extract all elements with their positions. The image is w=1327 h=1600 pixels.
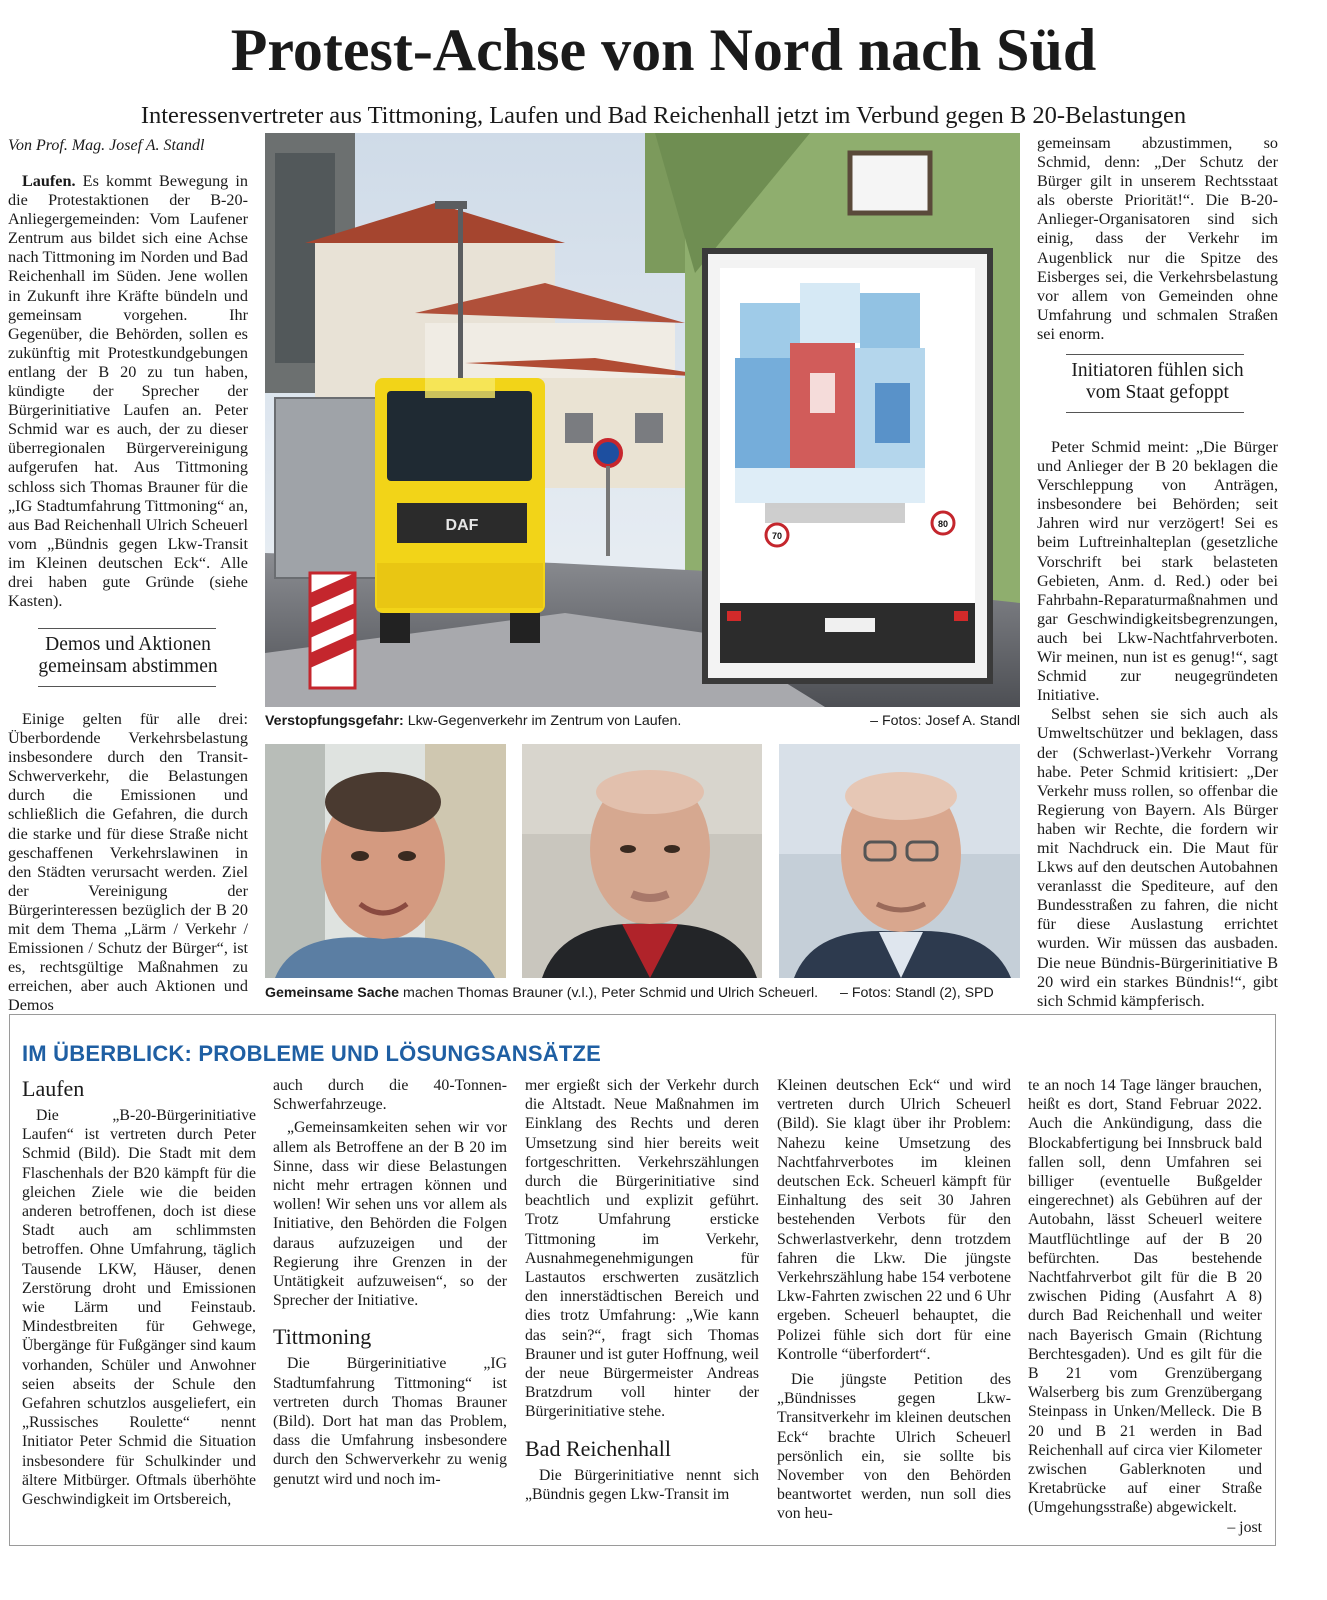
- box-column-1: [22, 1076, 256, 1509]
- paragraph: „Gemeinsamkeiten sehen wir vor allem als Betroffene an der B 20 im Sinne, dass wir diese Belastungen nicht mehr ertragen können und wollen! Wir sehen uns vor allem als Initiative, den Behörden die Folgen daraus aufzuzeigen und der Regierung ihre Grenzen in der Untätigkeit aufzuweisen“, so der Sprecher der Initiative.: [273, 1119, 507, 1310]
- paragraph: Peter Schmid meint: „Die Bürger und Anlieger der B 20 beklagen die Verschleppung von Anträgen, insbesondere bei Behörden; seit Jahren wird nur verzögert! Sei es beim Luftreinhalteplan (gesetzliche Vorschrift bei stark belasteten Gebieten, Anm. d. Red.) oder bei Fahrbahn-Reparaturmaßnahmen und gar Geschwindigkeitsbegrenzungen, auch bei Lkw-Nachtfahrverboten. Wir meinen, nun ist es genug!“, sagt Schmid zur neugegründeten Initiative.: [1037, 438, 1278, 705]
- divider: [1066, 354, 1244, 355]
- author-signature: – jost: [1227, 1518, 1262, 1536]
- caption-text: machen Thomas Brauner (v.l.), Peter Schmid und Ulrich Scheuerl.: [399, 985, 819, 1001]
- caption-text: Lkw-Gegenverkehr im Zentrum von Laufen.: [403, 713, 682, 729]
- caption-bold: Verstopfungsgefahr:: [265, 713, 404, 729]
- portrait-thomas-brauner: [265, 744, 506, 978]
- box-column-3: [525, 1076, 759, 1504]
- paragraph: auch durch die 40-Tonnen-Schwerfahrzeuge.: [273, 1077, 507, 1114]
- portrait-ulrich-scheuerl: [779, 744, 1020, 978]
- intertitle-line: Initiatoren fühlen sich: [1071, 360, 1244, 381]
- column-left: [8, 172, 248, 611]
- truck-brand-label: DAF: [445, 517, 479, 534]
- subheadline: Interessenvertreter aus Tittmoning, Laufen und Bad Reichenhall jetzt im Verbund gegen B 20-Belastungen: [140, 102, 1187, 129]
- paragraph: Die „B-20-Bürgerinitiative Laufen“ ist vertreten durch Peter Schmid (Bild). Die Stadt mit dem Flaschenhals der B20 kämpft für die gleichen Ziele wie die beiden anderen betroffenen, doch ist diese Stadt auch am schlimmsten betroffen. Ohne Umfahrung, täglich Tausende LKW, Häuser, denen Zerstörung droht und Emissionen wie Lärm und Feinstaub. Mindestbreiten für Gehwege, Übergänge für Fußgänger sind kaum vorhanden, Schüler und Anwohner seien abseits der Schule den Gefahren schutzlos ausgeliefert, ein „Russisches Roulette“ nennt Initiator Peter Schmid die Situation insbesondere für Schulkinder und ältere Mitbürger. Oftmals überhöhte Geschwindigkeit im Ortsbereich,: [22, 1107, 256, 1509]
- byline: Von Prof. Mag. Josef A. Standl: [8, 137, 205, 154]
- paragraph: Einige gelten für alle drei: Überbordende Verkehrsbelastung insbesondere durch den Transit-Schwerverkehr, die Belastungen durch die Emissionen und schließlich die Gefahren, die durch die starke und für diese Straße nicht geschaffenen Verkehrslawinen in den Städten verursacht werden. Ziel der Vereinigung der Bürgerinteressen bezüglich der B 20 mit dem Thema „Lärm / Verkehr / Emissionen / Schutz der Bürger“, ist es, rechtsgültige Maßnahmen zu erreichen, aber auch Aktionen und Demos: [8, 710, 248, 1015]
- speed-sign-70: 70: [771, 531, 783, 541]
- main-photo: [265, 133, 1020, 707]
- box-title: IM ÜBERBLICK: PROBLEME UND LÖSUNGSANSÄTZE: [22, 1041, 601, 1066]
- paragraph: Die jüngste Petition des „Bündnisses gegen Lkw-Transitverkehr im kleinen deutschen Eck“ brachte Ulrich Scheuerl persönlich ein, sie sollte bis November von den Behörden beantwortet werden, nun soll dies von heu-: [777, 1371, 1011, 1523]
- paragraph: Die Bürgerinitiative „IG Stadtumfahrung Tittmoning“ ist vertreten durch Thomas Brauner (Bild). Dort hat man das Problem, dass die Umfahrung insbesondere durch den Schwerverkehr zu wenig genutzt wird und noch im-: [273, 1355, 507, 1488]
- paragraph: te an noch 14 Tage länger brauchen, heißt es dort, Stand Februar 2022. Auch die Ankündigung, dass die Blockabfertigung bei Innsbruck bald fallen soll, denn Umfahren sei billiger (eventuelle Bußgelder eingerechnet) als Gebühren auf der Autobahn, lässt Scheuerl weitere Mautflüchtlinge auf der B 20 befürchten. Das bestehende Nachtfahrverbot gilt für die B 20 zwischen Piding (Ausfahrt A 8) durch Bad Reichenhall und weiter nach Bayerisch Gmain (Richtung Berchtesgaden). Und es gilt für die B 21 vom Grenzübergang Walserberg bis zum Grenzübergang Steinpass in Unken/Melleck. Die B 20 und B 21 werden in Bad Reichenhall auf circa vier Kilometer zwischen Gablerknoten und Kretabrücke auf einer Straße (Umgehungsstraße) abgewickelt. – jost: [1028, 1077, 1262, 1536]
- paragraph: Kleinen deutschen Eck“ und wird vertreten durch Ulrich Scheuerl (Bild). Sie klagt über ihr Problem: Nahezu keine Umsetzung des Nachtfahrverbotes im kleinen deutschen Eck. Scheuerl kämpft für Einhaltung des seit 30 Jahren bestehenden Verbots für den Schwerlastverkehr, denn trotzdem fahren die Lkw. Die jüngste Verkehrszählung habe 154 verbotene Lkw-Fahrten zwischen 22 und 6 Uhr ergeben. Scheuerl behauptet, die Polizei fühle sich dort für eine Kontrolle “überfordert“.: [777, 1077, 1011, 1363]
- paragraph: gemeinsam abzustimmen, so Schmid, denn: „Der Schutz der Bürger gilt in unserem Rechtsstaat als oberste Priorität!“. Die B-20-Anlieger-Organisatoren sind sich einig, dass der Verkehr im Augenblick nur die Spitze des Eisberges sei, die Verkehrsbelastung vor allem von Gemeinden ohne Umfahrung und schmalen Straßen sei enorm.: [1037, 134, 1278, 343]
- intertitle-line: Demos und Aktionen: [45, 634, 211, 655]
- box-column-2: [273, 1076, 507, 1489]
- photo-credit: – Fotos: Josef A. Standl: [870, 713, 1020, 729]
- box-heading-tittmoning: Tittmoning: [273, 1324, 372, 1350]
- speed-sign-80: 80: [937, 519, 949, 529]
- overview-box: [9, 1014, 1276, 1546]
- paragraph: Selbst sehen sie sich auch als Umweltschützer und beklagen, dass der (Schwerlast-)Verkehr Vorrang habe. Peter Schmid kritisiert: „Der Verkehr muss rollen, so offenbar die Regierung von Bayern. Als Bürger haben wir Rechte, die fordern wir mit Nachdruck ein. Die Maut für Lkws auf den deutschen Autobahnen veranlasst die Spediteure, auf den Bundesstraßen zu fahren, die nicht für diese Auslastung errichtet wurden. Wir müssen das ausbaden. Die neue Bündnis-Bürgerinitiative B 20 wird ein starkes Bündnis!“, gibt sich Schmid kämpferisch.: [1037, 705, 1278, 1010]
- divider: [1066, 412, 1244, 413]
- divider: [38, 686, 216, 687]
- box-column-4: [777, 1076, 1011, 1524]
- main-photo-caption: [265, 712, 1020, 730]
- column-left-part2: [8, 710, 248, 1016]
- headline: Protest-Achse von Nord nach Süd: [230, 17, 1097, 83]
- intertitle-demos: [8, 634, 248, 678]
- caption-bold: Gemeinsame Sache: [265, 985, 400, 1001]
- intertitle-initiatoren: [1037, 360, 1278, 404]
- intertitle-line: vom Staat gefoppt: [1086, 382, 1229, 403]
- divider: [38, 628, 216, 629]
- paragraph: mer ergießt sich der Verkehr durch die Altstadt. Neue Maßnahmen im Einklang des Rechts und deren Umsetzung sind hier bereits weit fortgeschritten. Verkehrszählungen durch die Bürgerinitiative sind beachtlich und explizit geführt. Trotz Umfahrung ersticke Tittmoning im Verkehr, Ausnahmegenehmigungen für Lastautos erschwerten zusätzlich den innerstädtischen Bereich und dies trotz Umfahrung: „Wie kann das sein?“, fragt sich Thomas Brauner und ist guter Hoffnung, weil der neue Bürgermeister Andreas Bratzdrum voll hinter der Bürgerinitiative stehe.: [525, 1077, 759, 1421]
- paragraph: Die Bürgerinitiative nennt sich „Bündnis gegen Lkw-Transit im: [525, 1466, 759, 1503]
- photo-credit: – Fotos: Standl (2), SPD: [840, 985, 994, 1001]
- portraits-caption: [265, 984, 1025, 1002]
- intro-text: Es kommt Bewegung in die Protestaktionen der B-20-Anliegergemeinden: Vom Laufener Zentrum aus bildet sich eine Achse nach Tittmoning im Norden und Bad Reichenhall im Süden. Jene wollen in Zukunft ihre Kräfte bündeln und gemeinsam vorgehen. Ihr Gegenüber, die Behörden, sollen es zukünftig mit Protestkundgebungen entlang der B 20 zu tun haben, kündigte der Sprecher der Bürgerinitiative Laufen an. Peter Schmid war es auch, der zu dieser überregionalen Bürgervereinigung aufgerufen hat. Aus Tittmoning schloss sich Thomas Brauner für die „IG Stadtumfahrung Tittmoning“ an, aus Bad Reichenhall Ulrich Scheuerl vom „Bündnis gegen Lkw-Transit im Kleinen deutschen Eck“. Alle drei haben gute Gründe (siehe Kasten).: [8, 172, 248, 611]
- box-column-5: [1028, 1076, 1262, 1537]
- intertitle-line: gemeinsam abstimmen: [38, 656, 218, 677]
- column-right-part2: [1037, 438, 1278, 1011]
- column-right: [1037, 134, 1278, 344]
- portrait-peter-schmid: [522, 744, 762, 978]
- street-scene-image: [265, 133, 1020, 707]
- box-heading-bad-reichenhall: Bad Reichenhall: [525, 1435, 672, 1461]
- box-heading-laufen: Laufen: [22, 1076, 85, 1101]
- dateline: Laufen.: [22, 172, 76, 190]
